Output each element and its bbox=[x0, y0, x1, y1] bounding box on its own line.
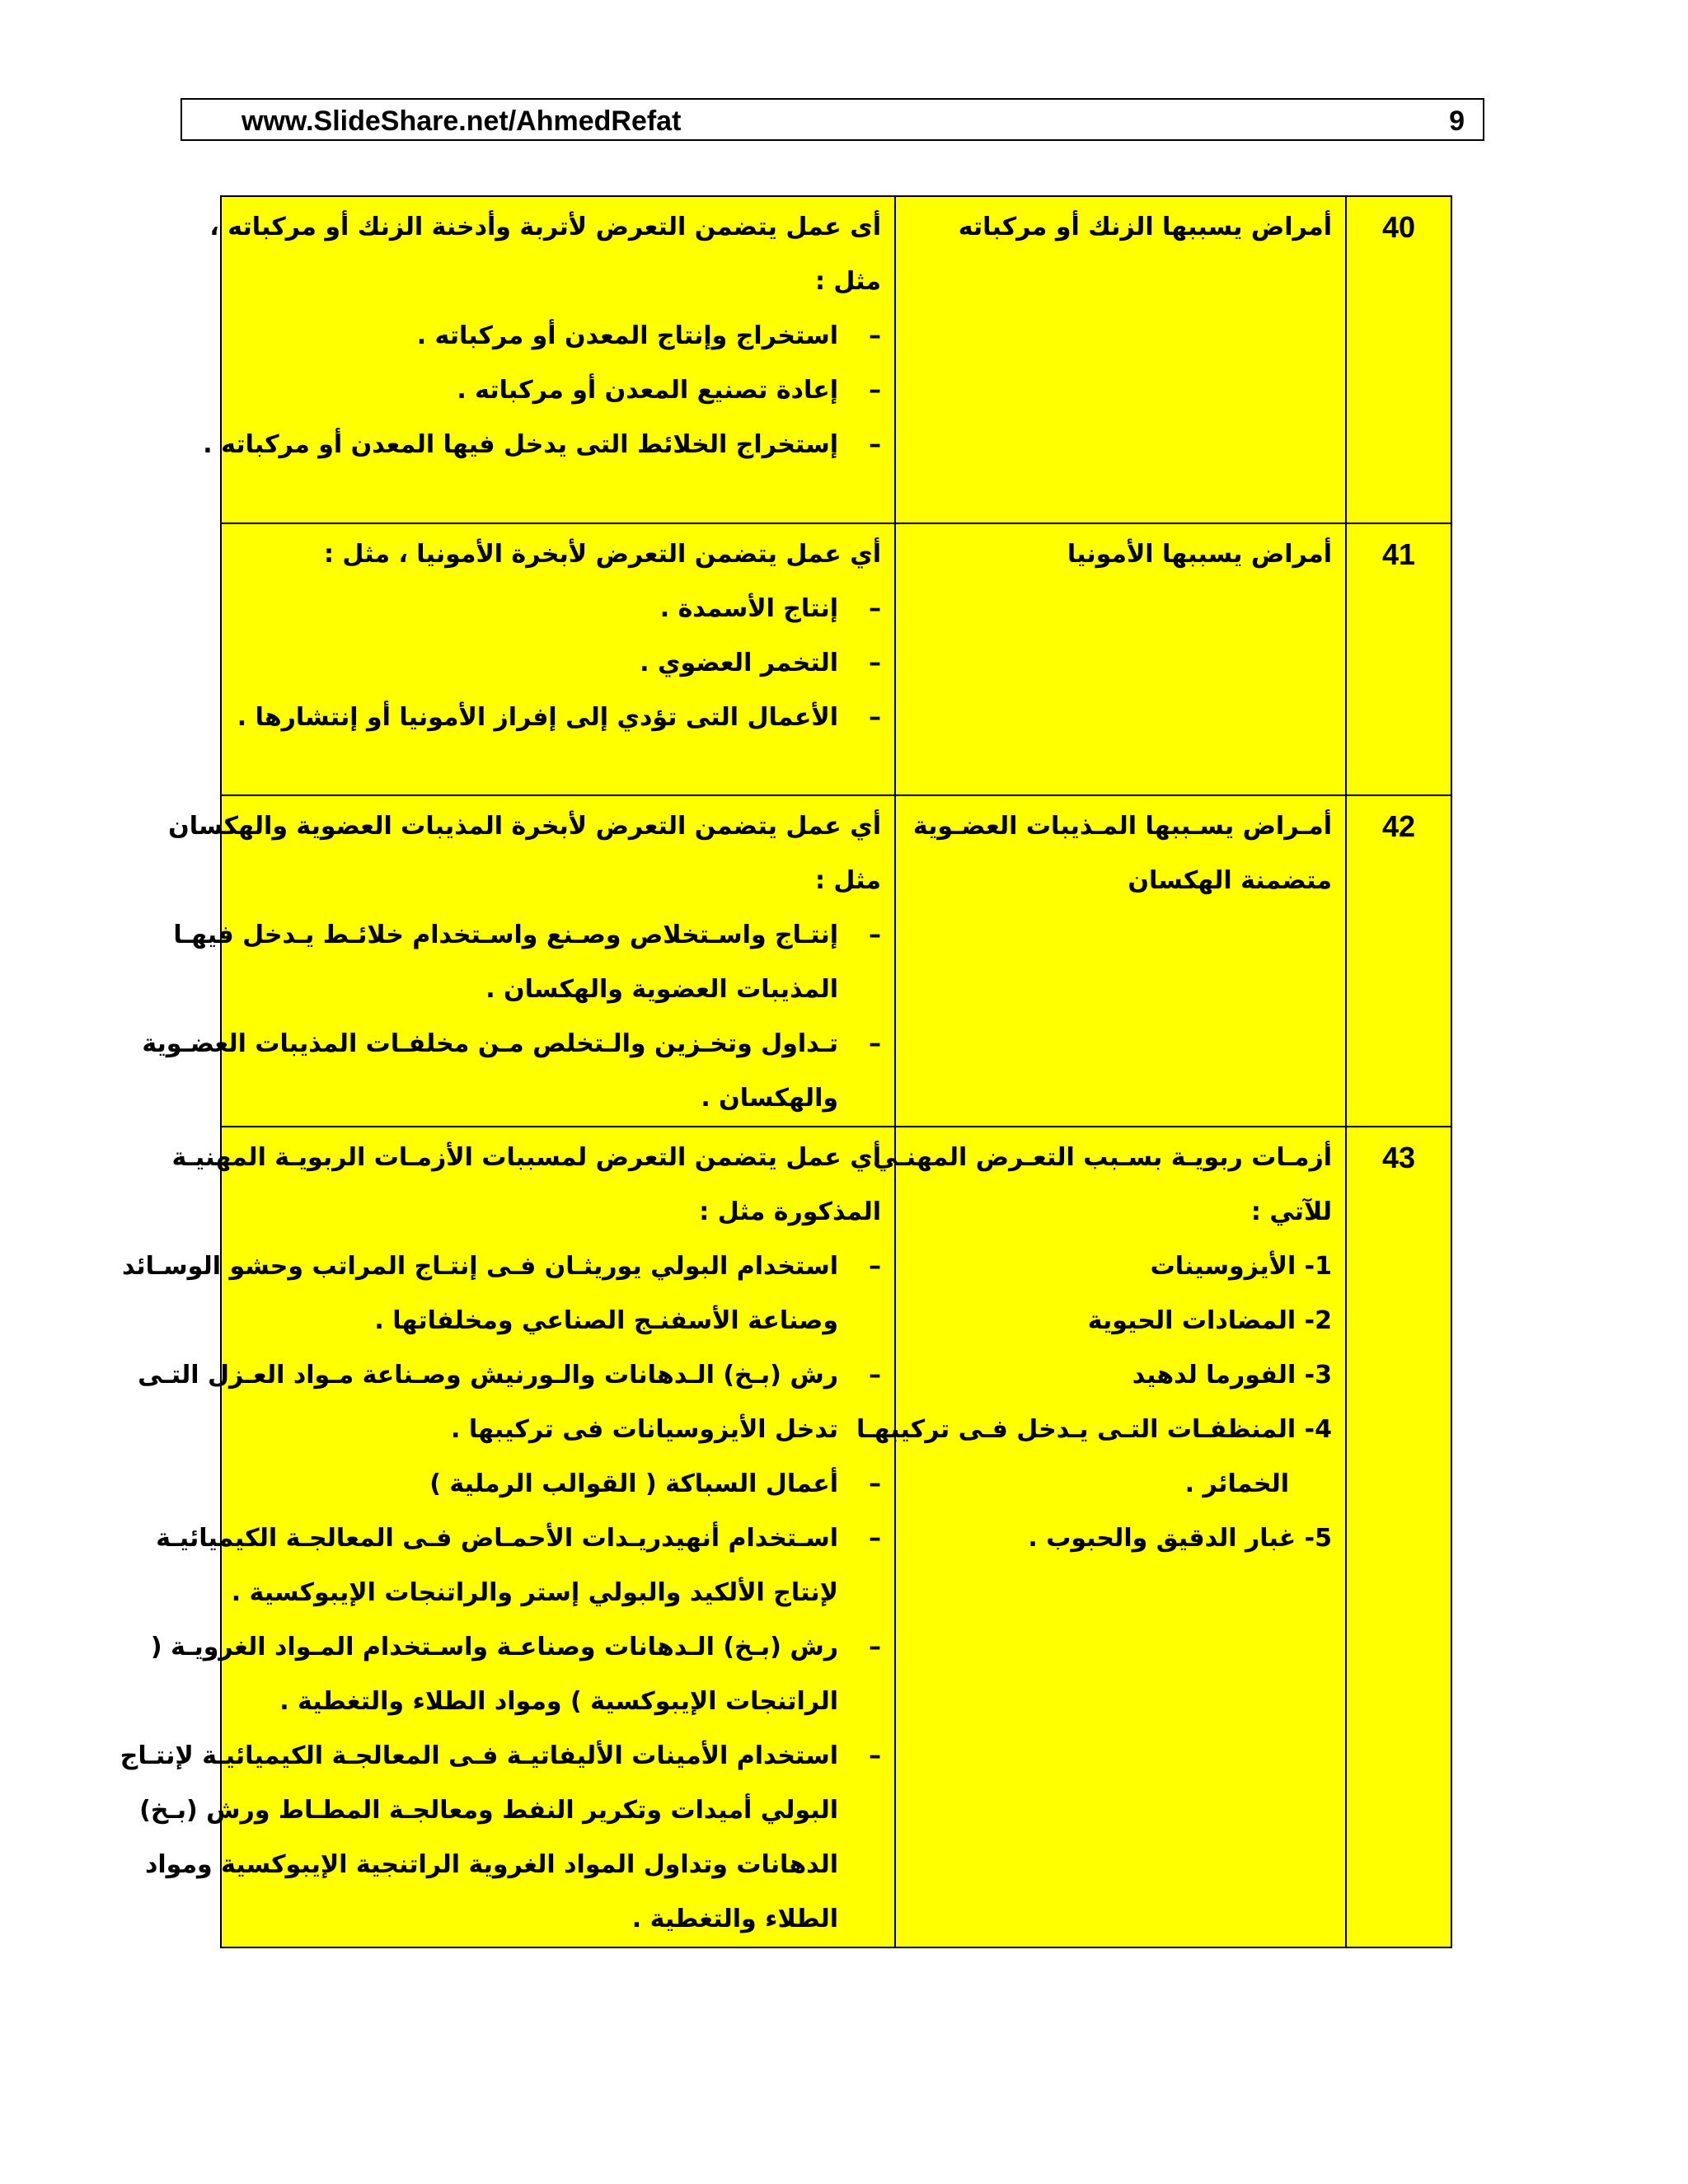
work-description-cell bbox=[203, 196, 895, 523]
dash-bullet-icon: – bbox=[869, 1469, 881, 1498]
bullet-continuation: تدخل الأيزوسيانات فى تركيبها . bbox=[451, 1415, 838, 1444]
dash-bullet-icon: – bbox=[869, 703, 881, 732]
bullet-text: استخراج وإنتاج المعدن أو مركباته . bbox=[416, 321, 838, 350]
text-line: أي عمل يتضمن التعرض لأبخرة الأمونيا ، مثل : bbox=[323, 540, 881, 569]
text-line: المذكورة مثل : bbox=[699, 1197, 881, 1226]
bullet-text: استخدام الأمينات الأليفاتيـة فـى المعالجـة الكيميائيـة لإنتـاج bbox=[120, 1741, 838, 1770]
page-header bbox=[181, 98, 1484, 141]
dash-bullet-icon: – bbox=[869, 321, 881, 350]
bullet-continuation: لإنتاج الألكيد والبولي إستر والراتنجات الإيبوكسية . bbox=[231, 1578, 838, 1607]
text-line: أى عمل يتضمن التعرض لأتربة وأدخنة الزنك أو مركباته ، bbox=[209, 213, 881, 241]
bullet-continuation: المذيبات العضوية والهكسان . bbox=[485, 975, 838, 1004]
bullet-continuation: وصناعة الأسفنـج الصناعي ومخلفاتها . bbox=[374, 1306, 838, 1335]
work-description-cell bbox=[221, 523, 895, 795]
row-number: 43 bbox=[1381, 1141, 1416, 1174]
numbered-item: 1- الأيزوسينات bbox=[1150, 1252, 1332, 1281]
bullet-item bbox=[233, 309, 881, 363]
bullet-text: تـداول وتخـزين والـتخلص مـن مخلفـات المذيبات العضـوية bbox=[142, 1029, 838, 1058]
bullet-text: أعمال السباكة ( القوالب الرملية ) bbox=[429, 1469, 838, 1498]
bullet-continuation: الطلاء والتغطية . bbox=[631, 1905, 838, 1933]
bullet-item bbox=[233, 363, 881, 418]
page-number: 9 bbox=[1449, 105, 1465, 137]
numbered-item: 2- المضادات الحيوية bbox=[1087, 1306, 1332, 1335]
bullet-item bbox=[150, 1620, 881, 1675]
numbered-item: 5- غبار الدقيق والحبوب . bbox=[1028, 1524, 1332, 1553]
occupational-diseases-table bbox=[120, 195, 1452, 1948]
text-line: أي عمل يتضمن التعرض لمسببات الأزمـات الربويـة المهنيـة bbox=[171, 1143, 881, 1172]
bullet-text: الأعمال التى تؤدي إلى إفراز الأمونيا أو إنتشارها . bbox=[237, 703, 838, 732]
dash-bullet-icon: – bbox=[869, 1741, 881, 1770]
row-number-cell bbox=[1346, 1127, 1451, 1947]
text-line: للآتي : bbox=[1250, 1197, 1332, 1226]
dash-bullet-icon: – bbox=[869, 1252, 881, 1281]
bullet-item bbox=[203, 418, 881, 472]
disease-cell bbox=[856, 1127, 1346, 1947]
dash-bullet-icon: – bbox=[869, 649, 881, 677]
dash-bullet-icon: – bbox=[869, 921, 881, 949]
bullet-text: التخمر العضوي . bbox=[640, 649, 838, 677]
text-line: مثل : bbox=[814, 267, 881, 296]
bullet-item bbox=[142, 1017, 881, 1071]
dash-bullet-icon: – bbox=[869, 1029, 881, 1058]
disease-name: أمراض يسببها الزنك أو مركباته bbox=[958, 213, 1332, 241]
numbered-item: 4- المنظفـات التـى يـدخل فـى تركيبهـا bbox=[856, 1415, 1332, 1444]
bullet-text: اسـتخدام أنهيدريـدات الأحمـاض فـى المعالجـة الكيميائيـة bbox=[156, 1524, 838, 1553]
bullet-text: إنتـاج واسـتخلاص وصـنع واسـتخدام خلائـط يـدخل فيهـا bbox=[173, 921, 838, 949]
bullet-text: إعادة تصنيع المعدن أو مركباته . bbox=[457, 376, 838, 405]
bullet-item bbox=[233, 636, 881, 691]
text-line: أزمـات ربويـة بسـبب التعـرض المهنـي bbox=[873, 1143, 1332, 1172]
bullet-item bbox=[120, 1729, 881, 1783]
numbered-continuation: الخمائر . bbox=[1184, 1469, 1289, 1498]
bullet-text: إستخراج الخلائط التى يدخل فيها المعدن أو مركباته . bbox=[203, 430, 838, 459]
disease-cell bbox=[895, 795, 1346, 1127]
row-number-cell bbox=[1346, 795, 1451, 1127]
bullet-continuation: البولي أميدات وتكرير النفط ومعالجـة المطـاط ورش (بـخ) bbox=[139, 1796, 838, 1825]
bullet-item bbox=[233, 691, 881, 745]
numbered-item: 3- الفورما لدهيد bbox=[1132, 1361, 1332, 1390]
bullet-text: رش (بـخ) الـدهانات وصناعـة واسـتخدام المـواد الغرويـة ( bbox=[150, 1633, 838, 1661]
disease-cell bbox=[895, 523, 1346, 795]
dash-bullet-icon: – bbox=[869, 1633, 881, 1661]
text-line: أي عمل يتضمن التعرض لأبخرة المذيبات العضوية والهكسان bbox=[168, 812, 881, 841]
bullet-item bbox=[173, 908, 881, 963]
row-number-cell bbox=[1346, 523, 1451, 795]
dash-bullet-icon: – bbox=[869, 1524, 881, 1553]
row-number: 41 bbox=[1381, 537, 1416, 571]
bullet-text: استخدام البولي يوريثـان فـى إنتـاج المراتب وحشو الوسـائد bbox=[122, 1252, 838, 1281]
disease-name: أمـراض يسـببها المـذيبات العضـوية bbox=[912, 812, 1332, 841]
bullet-item bbox=[156, 1511, 881, 1566]
disease-cell bbox=[895, 196, 1346, 523]
table-row bbox=[221, 795, 1451, 1127]
dash-bullet-icon: – bbox=[869, 430, 881, 459]
bullet-text: رش (بـخ) الـدهانات والـورنيش وصـناعة مـواد العـزل التـى bbox=[138, 1361, 838, 1390]
row-number: 42 bbox=[1381, 809, 1416, 843]
table-row bbox=[221, 1127, 1451, 1947]
work-description-cell bbox=[142, 795, 895, 1127]
bullet-continuation: الراتنجات الإيبوكسية ) ومواد الطلاء والتغطية . bbox=[279, 1687, 838, 1716]
row-number: 40 bbox=[1381, 210, 1416, 244]
bullet-continuation: الدهانات وتداول المواد الغروية الراتنجية الإيبوكسية ومواد bbox=[144, 1850, 838, 1879]
dash-bullet-icon: – bbox=[869, 1361, 881, 1390]
bullet-item bbox=[233, 1457, 881, 1511]
text-line: مثل : bbox=[814, 866, 881, 895]
site-url: www.SlideShare.net/AhmedRefat bbox=[241, 105, 682, 137]
bullet-item bbox=[138, 1348, 881, 1403]
table-row bbox=[221, 523, 1451, 795]
bullet-item bbox=[122, 1240, 881, 1294]
bullet-text: إنتاج الأسمدة . bbox=[659, 594, 838, 623]
table-row bbox=[221, 196, 1451, 523]
row-number-cell bbox=[1346, 196, 1451, 523]
disease-name: أمراض يسببها الأمونيا bbox=[1067, 540, 1332, 569]
dash-bullet-icon: – bbox=[869, 376, 881, 405]
bullet-item bbox=[233, 582, 881, 636]
bullet-continuation: والهكسان . bbox=[701, 1084, 838, 1113]
disease-name: متضمنة الهكسان bbox=[1128, 866, 1332, 895]
work-description-cell bbox=[120, 1127, 895, 1947]
dash-bullet-icon: – bbox=[869, 594, 881, 623]
